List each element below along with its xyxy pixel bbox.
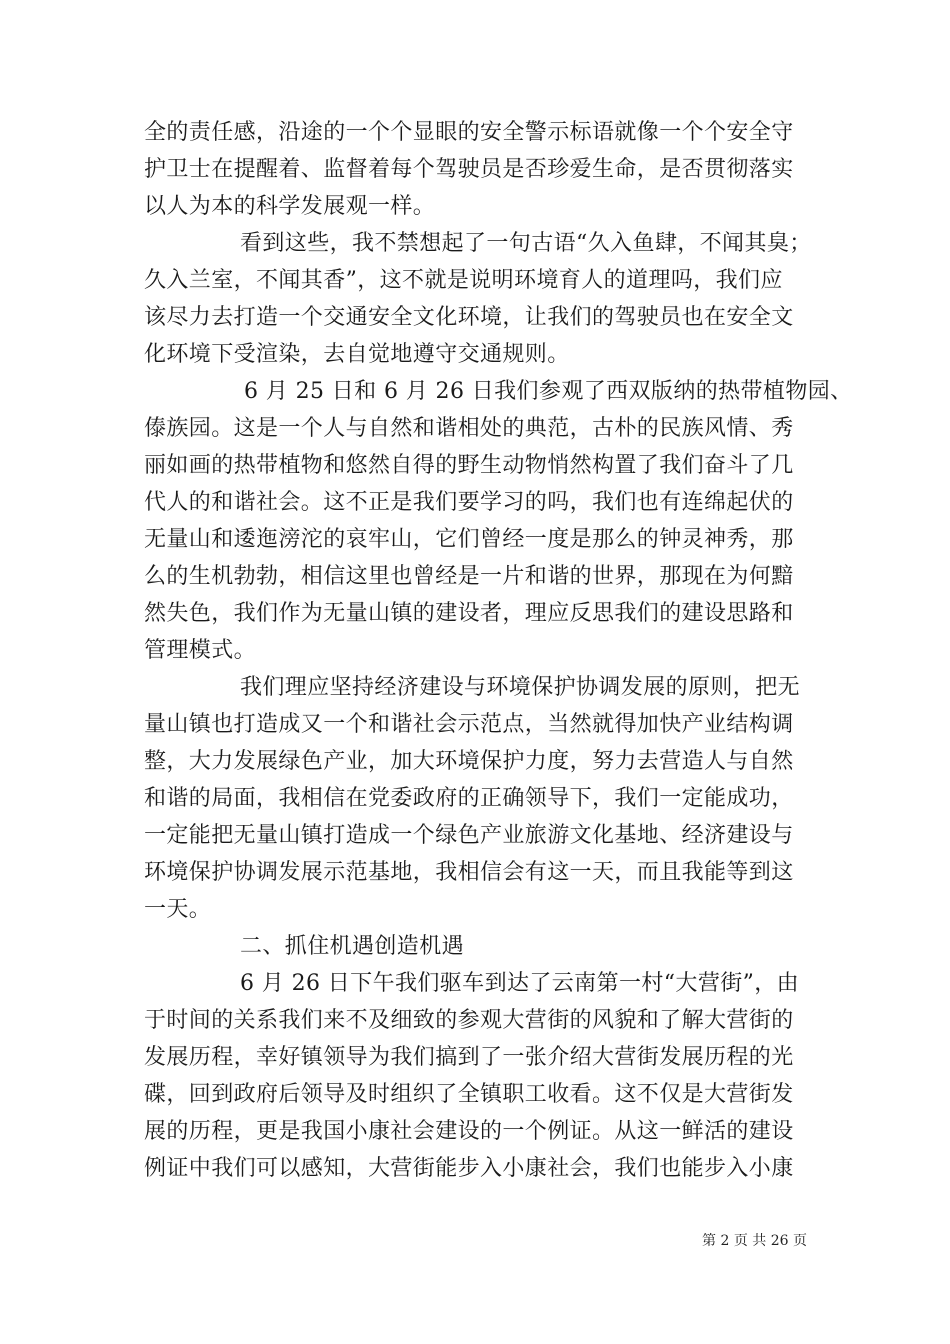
text-line: 整，大力发展绿色产业，加大环境保护力度，努力去营造人与自然 [144,749,794,774]
text-line: 丽如画的热带植物和悠然自得的野生动物悄然构置了我们奋斗了几 [144,453,794,478]
text-line: 该尽力去打造一个交通安全文化环境，让我们的驾驶员也在安全文 [144,305,794,330]
text-line: 6 月 26 日下午我们驱车到达了云南第一村“大营街”，由 [240,971,800,996]
text-line: 例证中我们可以感知，大营街能步入小康社会，我们也能步入小康 [144,1156,794,1181]
text-line: 环境保护协调发展示范基地，我相信会有这一天，而且我能等到这 [144,860,794,885]
text-line: 展的历程，更是我国小康社会建设的一个例证。从这一鲜活的建设 [144,1119,794,1144]
text-line: 么的生机勃勃，相信这里也曾经是一片和谐的世界，那现在为何黯 [144,564,794,589]
text-line: 护卫士在提醒着、监督着每个驾驶员是否珍爱生命，是否贯彻落实 [144,157,794,182]
text-line: 量山镇也打造成又一个和谐社会示范点，当然就得加快产业结构调 [144,712,794,737]
text-line: 碟，回到政府后领导及时组织了全镇职工收看。这不仅是大营街发 [144,1082,794,1107]
text-line: 和谐的局面，我相信在党委政府的正确领导下，我们一定能成功， [144,786,794,811]
text-line: 傣族园。这是一个人与自然和谐相处的典范，古朴的民族风情、秀 [144,416,794,441]
text-line: 一天。 [144,897,212,922]
page-number-footer: 第 2 页 共 26 页 [702,1233,807,1249]
text-line: 代人的和谐社会。这不正是我们要学习的吗，我们也有连绵起伏的 [144,490,794,515]
text-line: 然失色，我们作为无量山镇的建设者，理应反思我们的建设思路和 [144,601,794,626]
text-line: 我们理应坚持经济建设与环境保护协调发展的原则，把无 [240,675,801,700]
text-line: 久入兰室，不闻其香”，这不就是说明环境育人的道理吗，我们应 [144,268,783,293]
text-line: 管理模式。 [144,638,257,663]
text-line: 以人为本的科学发展观一样。 [144,194,436,219]
text-line: 于时间的关系我们来不及细致的参观大营街的风貌和了解大营街的 [144,1008,794,1033]
document-body [144,114,853,1187]
text-line: 一定能把无量山镇打造成一个绿色产业旅游文化基地、经济建设与 [144,823,794,848]
text-line: 全的责任感，沿途的一个个显眼的安全警示标语就像一个个安全守 [144,120,794,145]
text-line: 无量山和逶迤滂沱的哀牢山，它们曾经一度是那么的钟灵神秀，那 [144,527,794,552]
text-line: 发展历程，幸好镇领导为我们搞到了一张介绍大营街发展历程的光 [144,1045,794,1070]
text-line: 6 月 25 日和 6 月 26 日我们参观了西双版纳的热带植物园、 [244,379,853,404]
text-line: 化环境下受渲染，去自觉地遵守交通规则。 [144,342,570,367]
text-line: 看到这些，我不禁想起了一句古语“久入鱼肆，不闻其臭； [240,231,812,256]
section-heading: 二、抓住机遇创造机遇 [240,934,465,959]
